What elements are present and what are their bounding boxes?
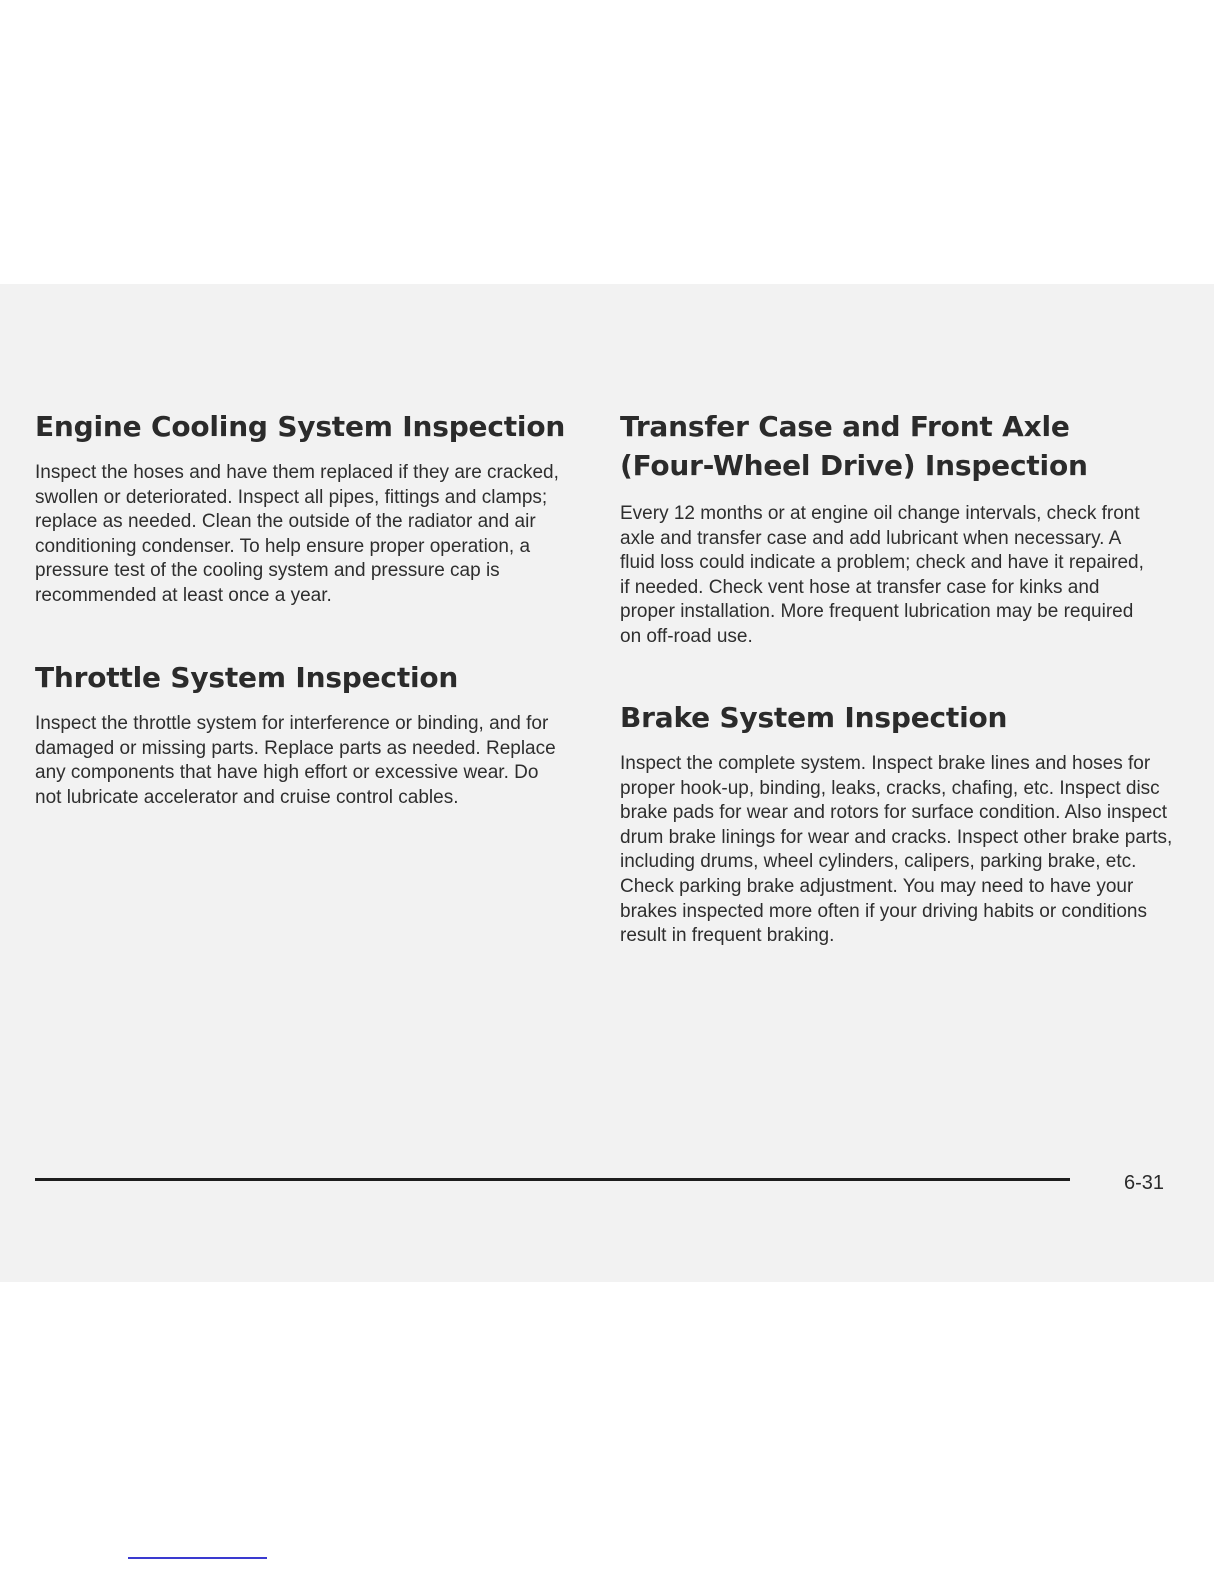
engine-cooling-heading: Engine Cooling System Inspection — [35, 410, 566, 443]
manual-page — [0, 284, 1214, 1282]
engine-cooling-body: Inspect the hoses and have them replaced if they are cracked, swollen or deteriorated. Inspect all pipes, fittings and clamps; replace as needed. Clean the outside of the radiator and air conditioning condenser. To help ensure proper operation, a pressure test of the cooling system and pressure cap is recommended at least once a year. — [35, 462, 559, 606]
footer-rule — [35, 1178, 1070, 1181]
bottom-link-underline — [128, 1557, 267, 1559]
page-number: 6-31 — [1124, 1172, 1165, 1194]
throttle-heading: Throttle System Inspection — [35, 661, 459, 694]
transfer-case-body: Every 12 months or at engine oil change intervals, check front axle and transfer case and add lubricant when necessary. A fluid loss could indicate a problem; check and have it repaired, if needed. Check vent hose at transfer case for kinks and proper installation. More frequent lubrication may be required on off-road use. — [620, 503, 1144, 647]
throttle-body: Inspect the throttle system for interference or binding, and for damaged or missing parts. Replace parts as needed. Replace any components that have high effort or excessive wear. Do not lubricate accelerator and cruise control cables. — [35, 713, 556, 808]
brake-body: Inspect the complete system. Inspect brake lines and hoses for proper hook-up, binding, leaks, cracks, chafing, etc. Inspect disc brake pads for wear and rotors for surface condition. Also inspect drum brake linings for wear and cracks. Inspect other brake parts, including drums, wheel cylinders, calipers, parking brake, etc. Check parking brake adjustment. You may need to have your brakes inspected more often if your driving habits or conditions result in frequent braking. — [620, 753, 1173, 947]
transfer-case-heading-line1: Transfer Case and Front Axle — [620, 410, 1070, 443]
transfer-case-heading-line2: (Four-Wheel Drive) Inspection — [620, 449, 1088, 482]
brake-heading: Brake System Inspection — [620, 701, 1008, 734]
